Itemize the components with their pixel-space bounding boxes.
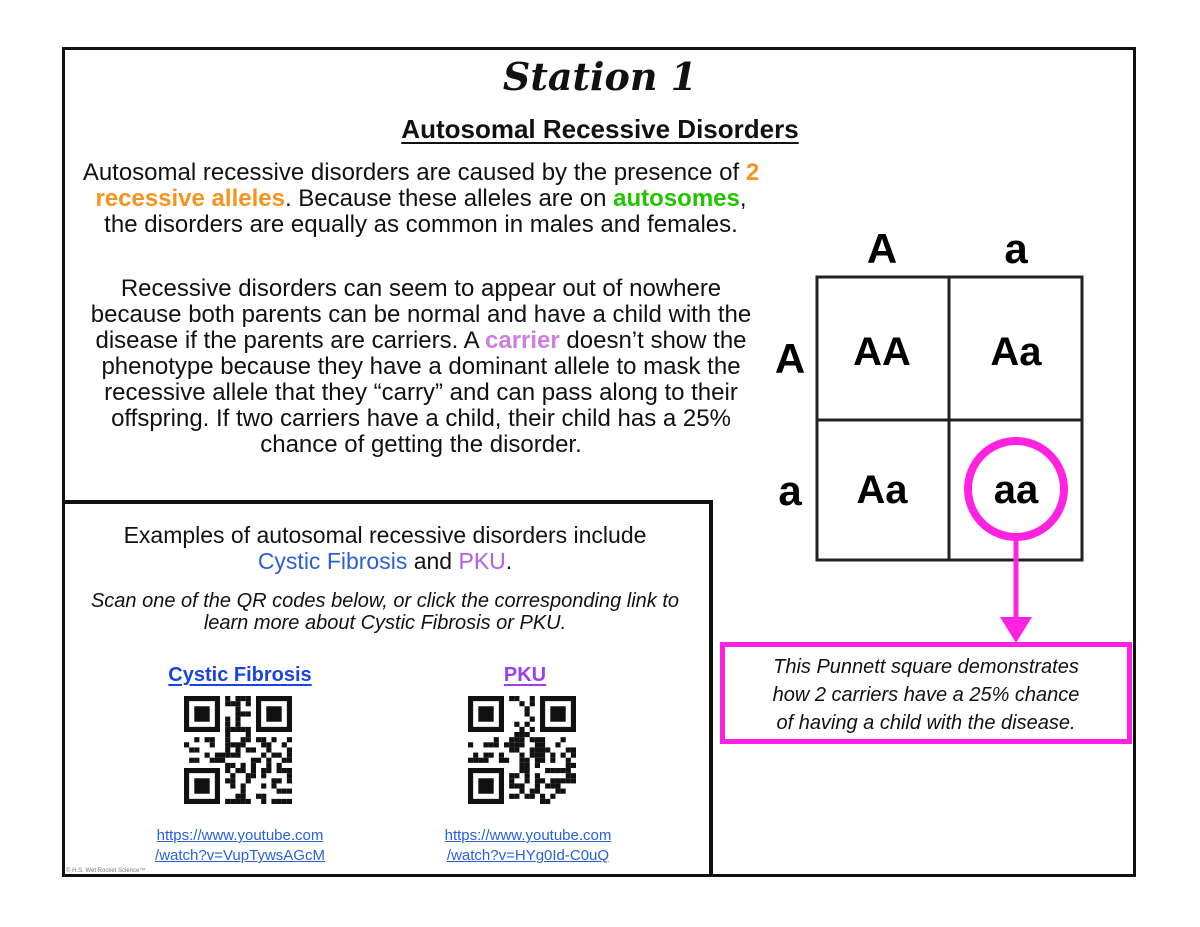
carrier-paragraph: Recessive disorders can seem to appear out of nowhere because both parents can be normal and have a child with the disease if the parents are carriers. A carrier doesn’t show the phenotype because they have a dominant allele to mask the recessive allele that they “carry” and can pass along to their offspring. If two carriers have a child, their child has a 25% chance of getting the disorder. xyxy=(90,275,752,458)
cell-AA: AA xyxy=(853,330,911,374)
copyright-notice: © H.S. Wet Rocket Science™ xyxy=(66,868,146,874)
qr-instructions: Scan one of the QR codes below, or click the corresponding link to learn more about Cystic Fibrosis or PKU. xyxy=(90,590,680,634)
pku-link[interactable]: PKU xyxy=(503,664,547,686)
punnett-square xyxy=(760,215,1090,650)
examples-text: Examples of autosomal recessive disorders include Cystic Fibrosis and PKU. xyxy=(123,522,647,574)
cystic-fibrosis-term: Cystic Fibrosis xyxy=(257,548,408,574)
intro-paragraph: Autosomal recessive disorders are caused by the presence of 2 recessive alleles. Because these alleles are on autosomes, the disorders are equally as common in males and females. xyxy=(82,159,760,238)
pku-url[interactable]: https://www.youtube.com /watch?v=HYg0Id-C0uQ xyxy=(444,827,612,864)
col-header-dominant: A xyxy=(866,225,898,272)
cell-Aa-bottom: Aa xyxy=(856,468,908,512)
cell-aa: aa xyxy=(993,468,1039,512)
pku-qr-code[interactable] xyxy=(468,696,576,804)
punnett-caption: This Punnett square demonstrates how 2 carriers have a 25% chance of having a child with the disease. xyxy=(720,642,1132,744)
cystic-fibrosis-url[interactable]: https://www.youtube.com /watch?v=VupTywsAGcM xyxy=(155,827,325,864)
recessive-alleles-highlight: 2 recessive alleles xyxy=(95,159,760,212)
cystic-fibrosis-qr-code[interactable] xyxy=(184,696,292,804)
cystic-fibrosis-link[interactable]: Cystic Fibrosis xyxy=(168,664,312,686)
carrier-highlight: carrier xyxy=(485,327,560,354)
row-header-dominant: A xyxy=(774,335,806,382)
col-header-recessive: a xyxy=(1004,225,1028,272)
station-title: Station 1 xyxy=(502,54,698,99)
arrow-head xyxy=(1000,617,1032,643)
row-header-recessive: a xyxy=(778,467,802,514)
topic-heading: Autosomal Recessive Disorders xyxy=(401,114,799,144)
autosomes-highlight: autosomes xyxy=(613,185,740,212)
pku-term: PKU xyxy=(458,548,506,574)
cell-Aa-top: Aa xyxy=(990,330,1042,374)
